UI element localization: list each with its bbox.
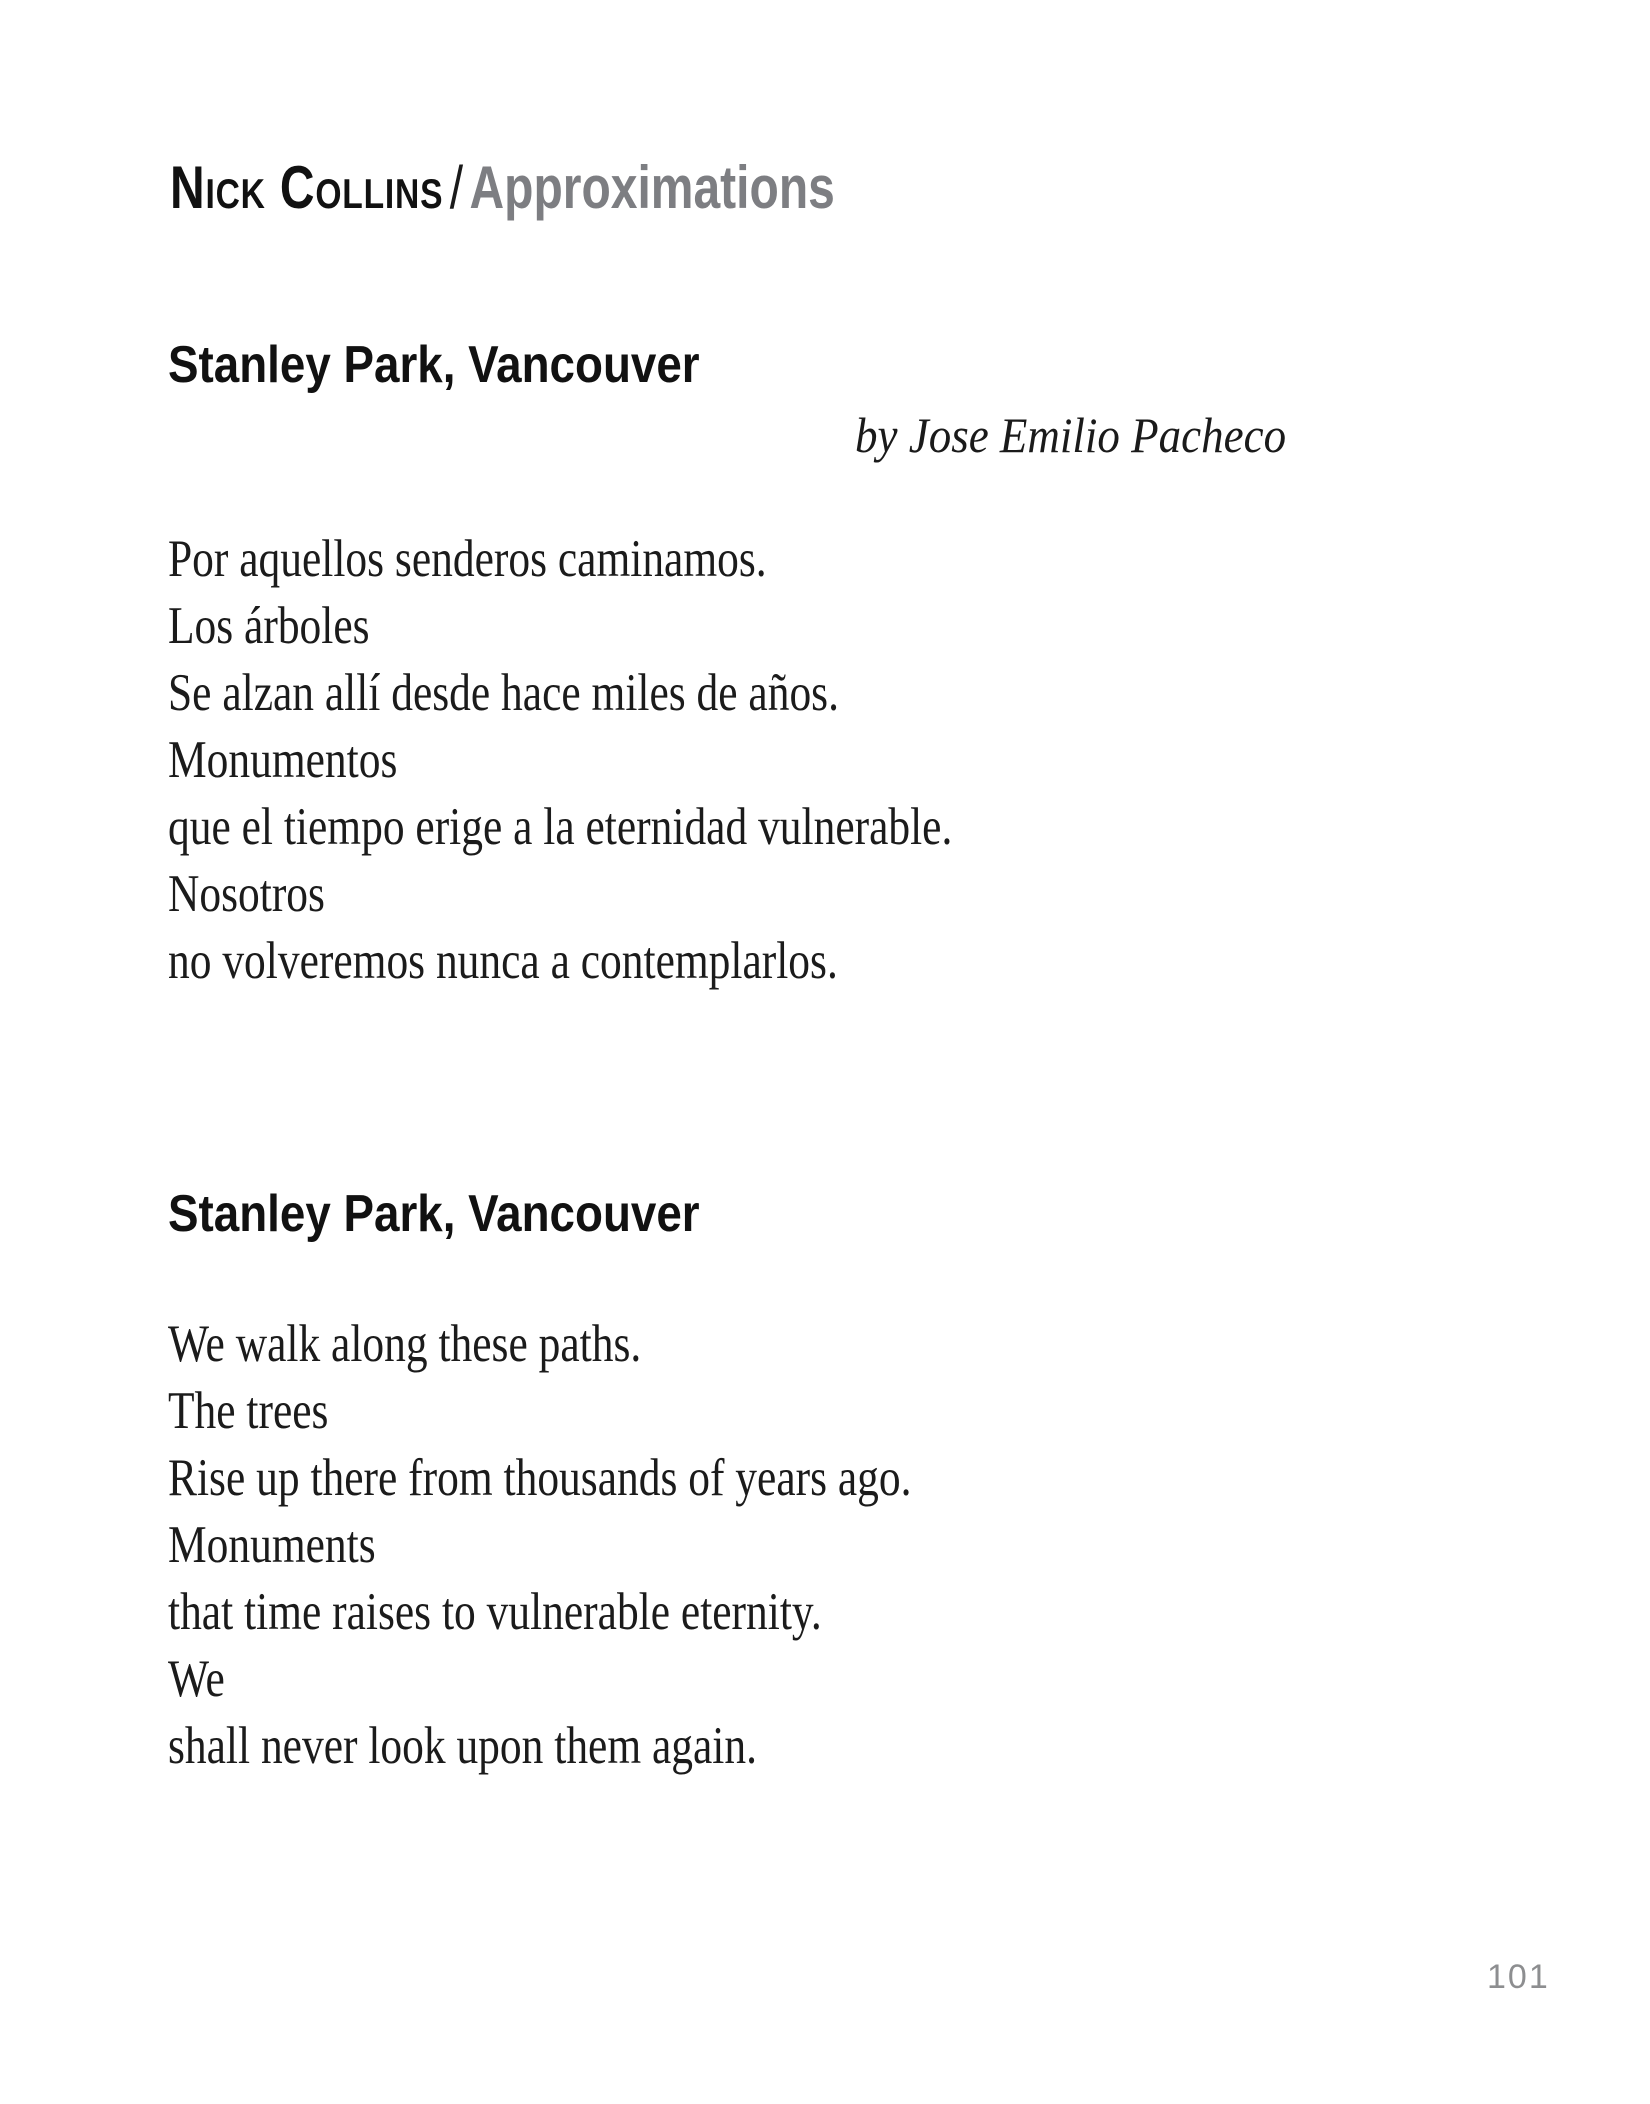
header-separator: /	[449, 154, 464, 221]
author-name: Nick Collins	[170, 154, 444, 221]
poem-title-original: Stanley Park, Vancouver	[168, 336, 700, 394]
poem-title-translation: Stanley Park, Vancouver	[168, 1185, 700, 1243]
poem-line: We	[168, 1650, 225, 1708]
poem-line: no volveremos nunca a contemplarlos.	[168, 932, 838, 990]
poem-line: que el tiempo erige a la eternidad vulnerable.	[168, 798, 953, 856]
running-header	[170, 152, 835, 224]
poem-line: Se alzan allí desde hace miles de años.	[168, 664, 839, 722]
poem-line: that time raises to vulnerable eternity.	[168, 1583, 822, 1641]
poem-line: The trees	[168, 1382, 329, 1440]
page-number: 101	[1487, 1958, 1550, 1996]
collection-title: Approximations	[469, 154, 835, 221]
stanza-original	[168, 526, 952, 995]
poem-line: Por aquellos senderos caminamos.	[168, 530, 767, 588]
poem-line: Los árboles	[168, 597, 370, 655]
poem-line: Rise up there from thousands of years ago.	[168, 1449, 912, 1507]
poem-line: Monumentos	[168, 731, 398, 789]
byline: by Jose Emilio Pacheco	[855, 407, 1287, 463]
poem-line: We walk along these paths.	[168, 1315, 642, 1373]
stanza-translation	[168, 1311, 911, 1780]
poem-line: shall never look upon them again.	[168, 1717, 757, 1775]
poem-line: Nosotros	[168, 865, 325, 923]
poem-line: Monuments	[168, 1516, 376, 1574]
